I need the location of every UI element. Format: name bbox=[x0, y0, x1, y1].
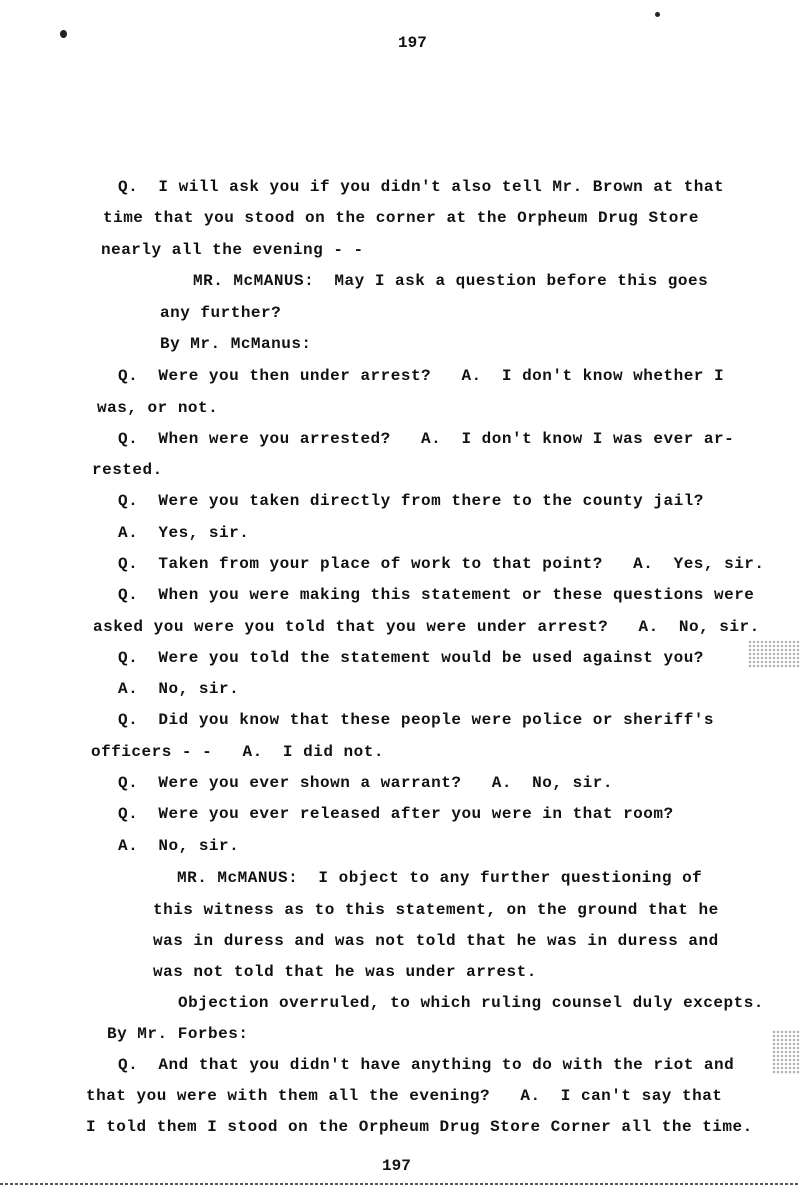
ink-speck bbox=[60, 30, 67, 38]
bottom-edge-rule bbox=[0, 1183, 800, 1185]
transcript-line: Q. I will ask you if you didn't also tell Mr. Brown at that bbox=[118, 178, 725, 196]
transcript-line: A. Yes, sir. bbox=[118, 524, 250, 542]
transcript-line: this witness as to this statement, on the ground that he bbox=[153, 901, 719, 919]
page-number-header: 197 bbox=[398, 34, 427, 52]
transcript-line: I told them I stood on the Orpheum Drug Store Corner all the time. bbox=[86, 1118, 753, 1136]
ink-speck bbox=[655, 12, 660, 17]
transcript-line: A. No, sir. bbox=[118, 837, 240, 855]
transcript-line: MR. McMANUS: I object to any further questioning of bbox=[177, 869, 703, 887]
transcript-line: officers - - A. I did not. bbox=[91, 743, 384, 761]
transcript-line: time that you stood on the corner at the Orpheum Drug Store bbox=[103, 209, 699, 227]
transcript-line: Q. Were you taken directly from there to the county jail? bbox=[118, 492, 704, 510]
transcript-line: Q. Taken from your place of work to that point? A. Yes, sir. bbox=[118, 555, 765, 573]
transcript-line: Q. And that you didn't have anything to do with the riot and bbox=[118, 1056, 735, 1074]
transcript-line: Q. Were you then under arrest? A. I don't know whether I bbox=[118, 367, 725, 385]
transcript-line: Q. Did you know that these people were police or sheriff's bbox=[118, 711, 714, 729]
transcript-line: was, or not. bbox=[97, 399, 219, 417]
transcript-line: asked you were you told that you were under arrest? A. No, sir. bbox=[93, 618, 760, 636]
transcript-line: that you were with them all the evening? A. I can't say that bbox=[86, 1087, 723, 1105]
transcript-line: nearly all the evening - - bbox=[101, 241, 364, 259]
transcript-line: By Mr. Forbes: bbox=[107, 1025, 249, 1043]
transcript-line: By Mr. McManus: bbox=[160, 335, 312, 353]
transcript-line: was not told that he was under arrest. bbox=[153, 963, 537, 981]
transcript-line: Q. Were you ever shown a warrant? A. No, sir. bbox=[118, 774, 613, 792]
page-number-footer: 197 bbox=[382, 1157, 411, 1175]
transcript-line: rested. bbox=[92, 461, 163, 479]
transcript-line: A. No, sir. bbox=[118, 680, 240, 698]
transcript-line: Q. Were you told the statement would be used against you? bbox=[118, 649, 704, 667]
transcript-line: MR. McMANUS: May I ask a question before this goes bbox=[193, 272, 709, 290]
transcript-line: any further? bbox=[160, 304, 282, 322]
scan-smudge bbox=[772, 1030, 800, 1075]
transcript-line: was in duress and was not told that he was in duress and bbox=[153, 932, 719, 950]
scan-smudge bbox=[748, 640, 800, 668]
transcript-line: Q. When were you arrested? A. I don't know I was ever ar- bbox=[118, 430, 735, 448]
transcript-line: Q. When you were making this statement or these questions were bbox=[118, 586, 755, 604]
transcript-line: Q. Were you ever released after you were in that room? bbox=[118, 805, 674, 823]
transcript-line: Objection overruled, to which ruling counsel duly excepts. bbox=[178, 994, 764, 1012]
